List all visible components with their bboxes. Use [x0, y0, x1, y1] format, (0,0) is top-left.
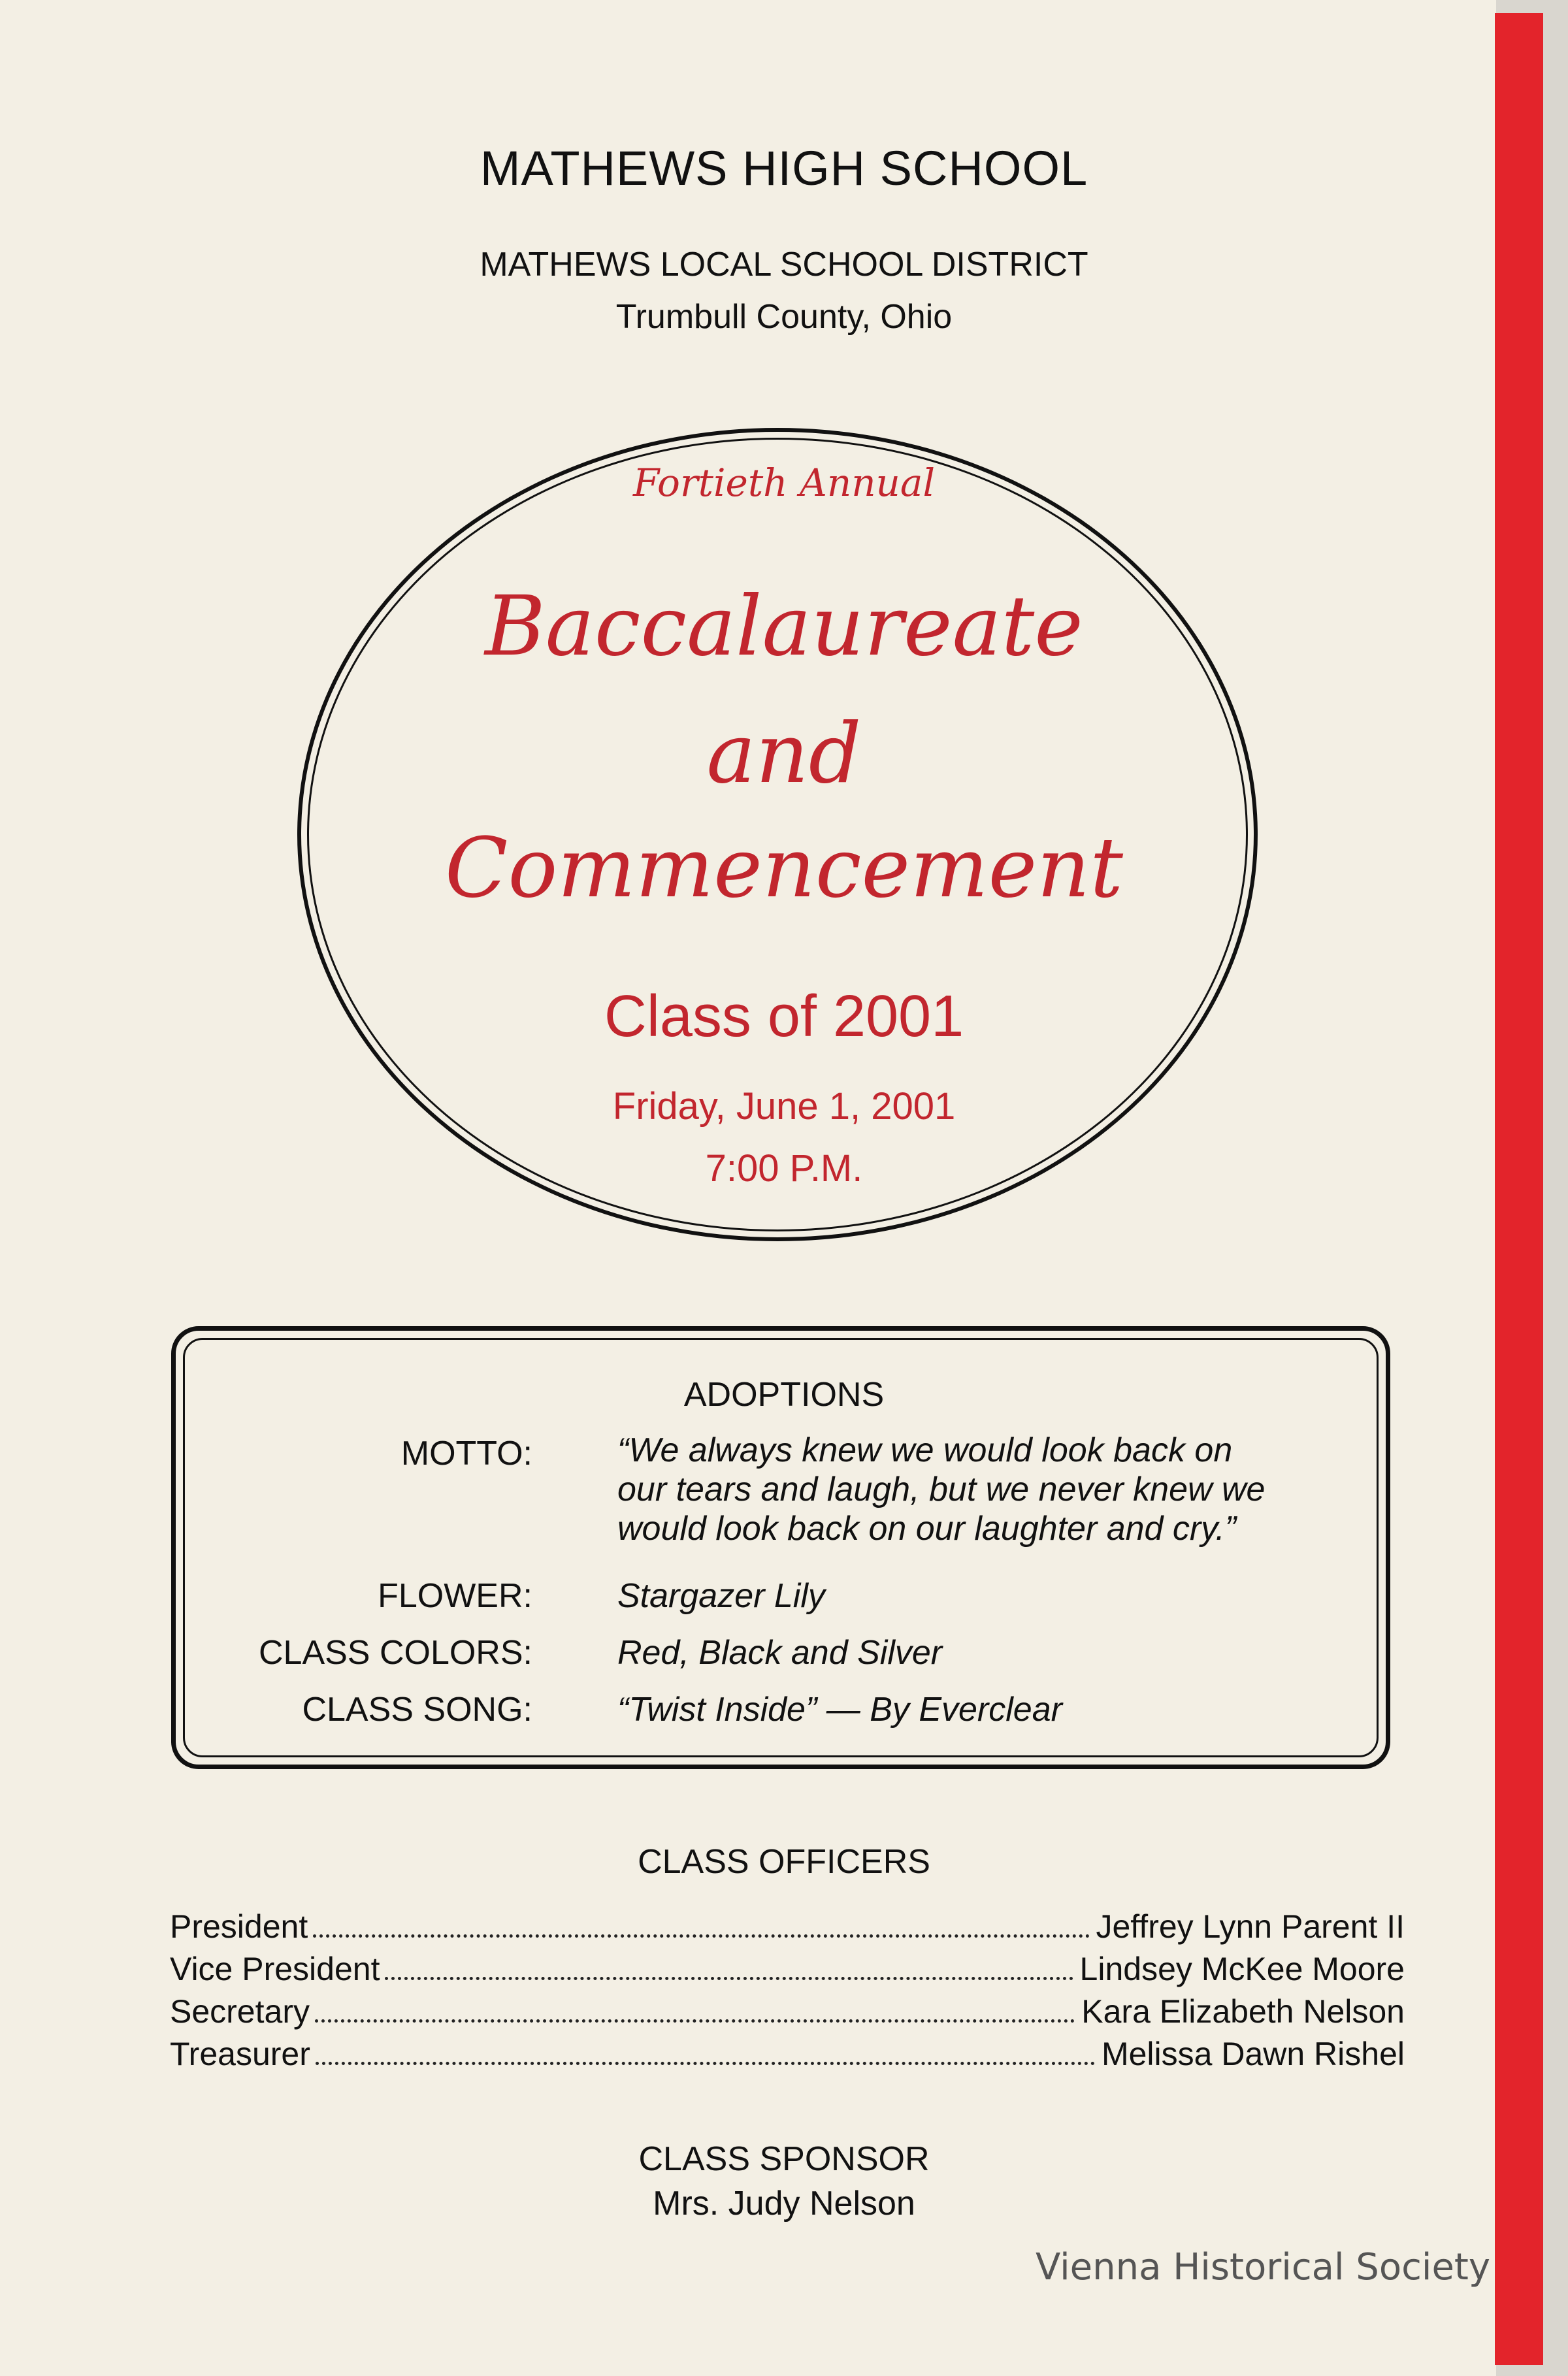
dot-leader — [316, 2062, 1095, 2065]
motto-line: our tears and laugh, but we never knew we — [617, 1471, 1266, 1508]
dot-leader — [313, 1934, 1089, 1938]
watermark: Vienna Historical Society — [1036, 2246, 1491, 2288]
event-time: 7:00 P.M. — [705, 1147, 863, 1190]
officers-title: CLASS OFFICERS — [638, 1843, 930, 1881]
district-name: MATHEWS LOCAL SCHOOL DISTRICT — [480, 246, 1088, 284]
officer-name: Kara Elizabeth Nelson — [1081, 1993, 1405, 2030]
motto-label: MOTTO: — [400, 1435, 532, 1473]
officer-name: Lindsey McKee Moore — [1079, 1951, 1405, 1987]
motto-text — [617, 1431, 1265, 1548]
sponsor-title: CLASS SPONSOR — [638, 2140, 930, 2178]
class-song-value: “Twist Inside” — By Everclear — [617, 1691, 1062, 1729]
title-and: and — [706, 706, 862, 802]
officer-row — [170, 1908, 1405, 1945]
title-baccalaureate: Baccalaureate — [485, 578, 1083, 674]
school-name: MATHEWS HIGH SCHOOL — [480, 141, 1088, 195]
flower-label: FLOWER: — [378, 1577, 532, 1615]
officer-role: Secretary — [170, 1993, 310, 2030]
motto-line: “We always knew we would look back on — [617, 1431, 1233, 1469]
officer-name: Jeffrey Lynn Parent II — [1096, 1908, 1405, 1945]
officer-row — [170, 1993, 1405, 2030]
officer-name: Melissa Dawn Rishel — [1101, 2036, 1405, 2072]
event-date: Friday, June 1, 2001 — [612, 1085, 956, 1128]
class-colors-label: CLASS COLORS: — [258, 1634, 532, 1672]
sponsor-name: Mrs. Judy Nelson — [653, 2185, 915, 2222]
class-colors-value: Red, Black and Silver — [617, 1634, 943, 1672]
county-name: Trumbull County, Ohio — [615, 298, 953, 336]
officer-role: Treasurer — [170, 2036, 310, 2072]
officer-role: Vice President — [170, 1951, 380, 1987]
officer-role: President — [170, 1908, 308, 1945]
class-song-label: CLASS SONG: — [302, 1691, 532, 1729]
class-year: Class of 2001 — [604, 984, 964, 1049]
annual-label: Fortieth Annual — [632, 461, 936, 505]
motto-line: would look back on our laughter and cry.” — [617, 1510, 1237, 1548]
title-commencement: Commencement — [445, 820, 1123, 916]
dot-leader — [385, 1977, 1073, 1980]
officer-row — [170, 1950, 1405, 1988]
officer-row — [170, 2035, 1405, 2073]
adoptions-title: ADOPTIONS — [683, 1376, 885, 1414]
dot-leader — [315, 2019, 1075, 2023]
flower-value: Stargazer Lily — [617, 1577, 825, 1615]
